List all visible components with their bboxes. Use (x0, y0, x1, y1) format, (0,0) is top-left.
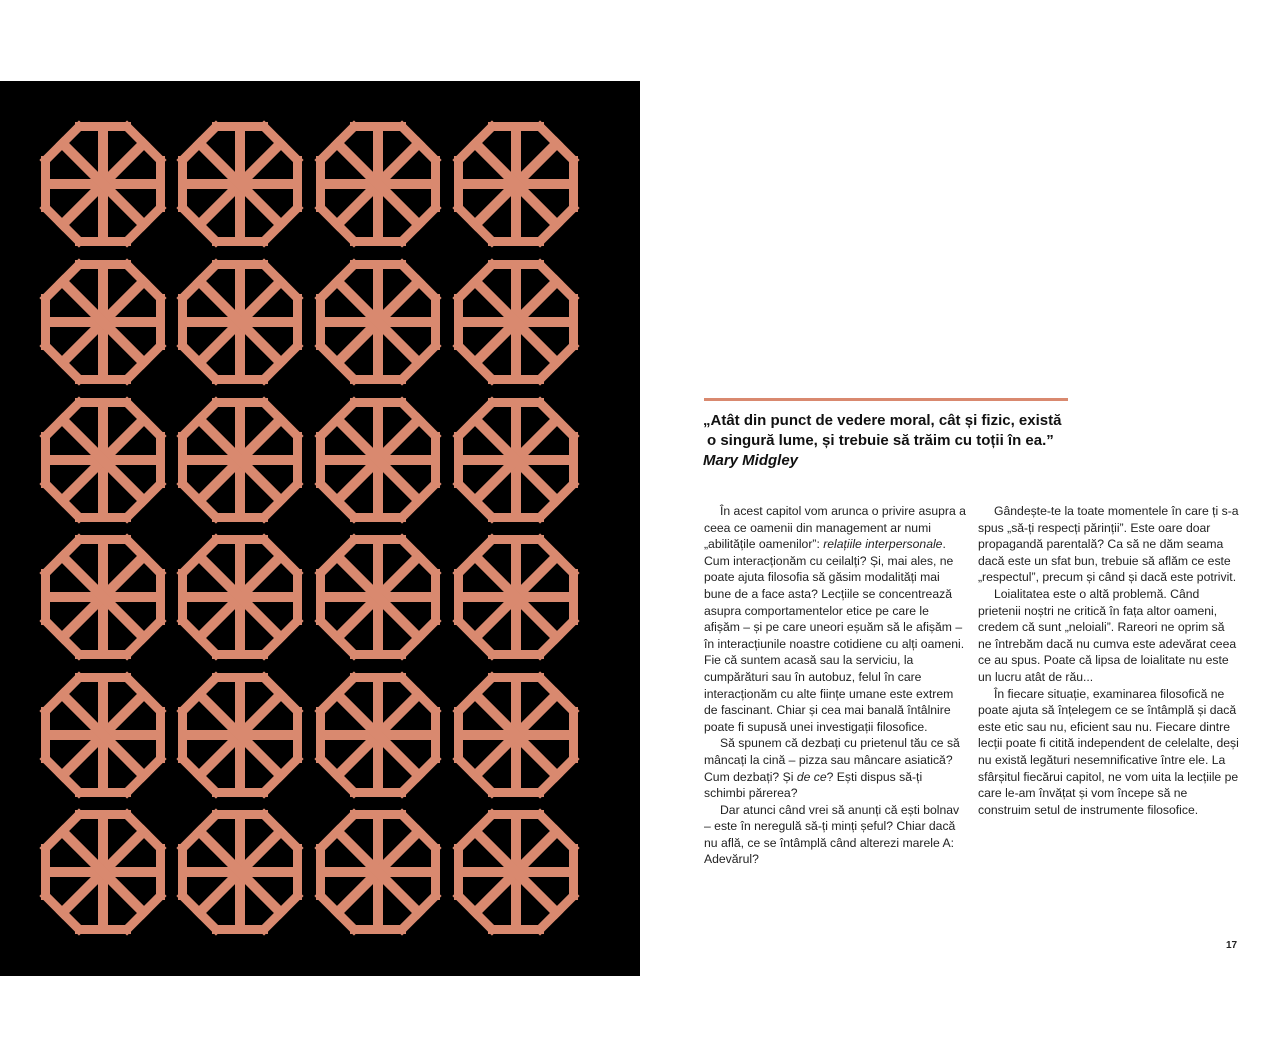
wheel-cross-symbol-icon (176, 808, 303, 935)
symbol-pattern-grid (0, 81, 640, 976)
text-column-left (704, 503, 966, 868)
page-number: 17 (1226, 940, 1238, 951)
wheel-cross-symbol-icon (176, 396, 303, 523)
epigraph-quote (703, 411, 1123, 471)
wheel-cross-symbol-icon (314, 258, 441, 385)
wheel-cross-symbol-icon (452, 808, 579, 935)
wheel-cross-symbol-icon (176, 120, 303, 247)
wheel-cross-symbol-icon (39, 396, 166, 523)
paragraph: Să spunem că dezbați cu prietenul tău ce să mâncați la cină – pizza sau mâncare asiatică? Cum dezbați? Și de ce? Ești dispus să-ți schimbi părerea? (704, 736, 960, 801)
wheel-cross-symbol-icon (314, 120, 441, 247)
quote-line-2: o singură lume, și trebuie să trăim cu toții în ea.” (707, 432, 1054, 449)
paragraph: În acest capitol vom arunca o privire asupra a ceea ce oamenii din management ar numi „abilitățile oamenilor”: relațiile interpersonale. Cum interacționăm cu ceilalți? Și, mai ales, ne poate ajuta filosofia să găsim modalități mai bune de a face asta? Lecțiile se concentrează asupra comportamentelor etice pe care le afișăm – și pe care uneori eșuăm să le afișăm – în interacțiunile noastre cotidiene cu alți oameni. Fie că suntem acasă sau la serviciu, la cumpărături sau în autobuz, felul în care interacționăm cu alte ființe umane este extrem de fascinant. Chiar și cea mai banală întâlnire poate fi supusă unei investigații filosofice. (704, 504, 966, 734)
wheel-cross-symbol-icon (39, 671, 166, 798)
wheel-cross-symbol-icon (452, 533, 579, 660)
wheel-cross-symbol-icon (314, 808, 441, 935)
wheel-cross-symbol-icon (39, 808, 166, 935)
wheel-cross-symbol-icon (176, 533, 303, 660)
wheel-cross-symbol-icon (314, 533, 441, 660)
paragraph: Dar atunci când vrei să anunți că ești bolnav – este în neregulă să-ți minți șeful? Chiar dacă nu află, ce se întâmplă când alterezi marele A: Adevărul? (704, 802, 960, 867)
wheel-cross-symbol-icon (452, 120, 579, 247)
wheel-cross-symbol-icon (452, 671, 579, 798)
wheel-cross-symbol-icon (452, 396, 579, 523)
left-page-pattern (0, 81, 640, 976)
paragraph: Loialitatea este o altă problemă. Când prietenii noștri ne critică în fața altor oameni, credem că sunt „neloiali”. Rareori ne oprim să ne întrebăm dacă nu cumva este adevărat ceea ce au spus. Poate că lipsa de loialitate nu este un lucru atât de rău... (978, 586, 1237, 684)
wheel-cross-symbol-icon (452, 258, 579, 385)
wheel-cross-symbol-icon (314, 396, 441, 523)
quote-line-1: „Atât din punct de vedere moral, cât și fizic, există (703, 412, 1062, 429)
wheel-cross-symbol-icon (314, 671, 441, 798)
wheel-cross-symbol-icon (39, 258, 166, 385)
paragraph: Gândește-te la toate momentele în care ți s-a spus „să-ți respecți părinții”. Este oare doar propagandă parentală? Ca să ne dăm seama dacă este un sfat bun, trebuie să aflăm ce este „respectul”, precum și când și dacă este potrivit. (978, 504, 1239, 585)
wheel-cross-symbol-icon (39, 120, 166, 247)
right-page-text (640, 81, 1280, 976)
paragraph: În fiecare situație, examinarea filosofică ne poate ajuta să înțelegem ce se întâmplă și dacă este etic sau nu, eficient sau nu. Fiecare dintre lecții poate fi citită independent de celelalte, deși nu există legături nesemnificative între ele. La sfârșitul fiecărui capitol, ne vom uita la lecțiile pe care le-am învățat și vom începe să ne construim setul de instrumente filosofice. (978, 686, 1239, 817)
wheel-cross-symbol-icon (176, 258, 303, 385)
wheel-cross-symbol-icon (39, 533, 166, 660)
wheel-cross-symbol-icon (176, 671, 303, 798)
quote-accent-rule (704, 398, 1068, 401)
text-column-right (978, 503, 1240, 818)
quote-author: Mary Midgley (703, 452, 799, 469)
